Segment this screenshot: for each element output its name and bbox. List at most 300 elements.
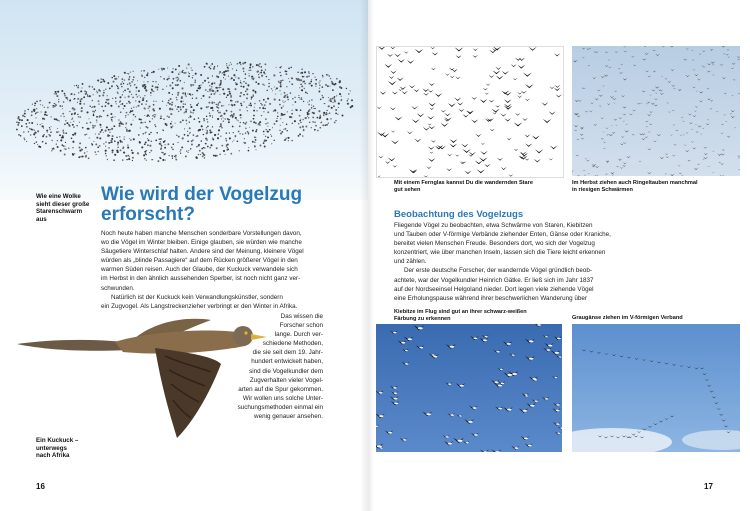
swarm-bird (171, 71, 173, 73)
bird-silhouette (611, 125, 613, 126)
bird-silhouette (702, 128, 704, 129)
swarm-bird (169, 84, 171, 86)
swarm-bird (226, 110, 228, 112)
swarm-bird (196, 136, 197, 137)
swarm-bird (16, 129, 18, 131)
swarm-bird (298, 95, 299, 96)
bird-silhouette (427, 123, 431, 125)
swarm-bird (117, 151, 119, 153)
swarm-bird (200, 85, 201, 86)
swarm-bird (162, 159, 164, 161)
swarm-bird (256, 110, 257, 111)
swarm-bird (178, 136, 180, 138)
swarm-bird (131, 94, 132, 95)
swarm-bird (181, 87, 183, 89)
swarm-bird (125, 127, 126, 128)
swarm-bird (198, 103, 200, 105)
swarm-bird (226, 146, 227, 147)
swarm-bird (263, 71, 265, 73)
bird-silhouette (732, 63, 736, 65)
swarm-bird (298, 123, 299, 124)
swarm-bird (330, 78, 331, 79)
bird-silhouette (702, 159, 704, 160)
swarm-bird (177, 78, 179, 80)
bird-silhouette (704, 153, 708, 155)
swarm-bird (176, 80, 178, 82)
swarm-bird (229, 91, 231, 93)
swarm-bird (90, 122, 92, 124)
swarm-bird (225, 118, 226, 119)
swarm-bird (17, 124, 19, 126)
swarm-bird (159, 143, 161, 145)
text-line: Das wissen die (280, 313, 323, 320)
swarm-bird (236, 83, 238, 85)
swarm-bird (288, 78, 289, 79)
swarm-bird (111, 77, 112, 78)
swarm-bird (206, 63, 208, 65)
swarm-bird (212, 126, 213, 127)
swarm-bird (39, 100, 40, 101)
swarm-bird (132, 97, 134, 99)
goose-silhouette (714, 402, 719, 404)
swarm-bird (209, 67, 211, 69)
swarm-bird (96, 116, 98, 118)
swarm-bird (264, 63, 266, 65)
swarm-bird (291, 77, 292, 78)
swarm-bird (327, 74, 328, 75)
swarm-bird (265, 101, 267, 103)
swarm-bird (276, 120, 278, 122)
goose-silhouette (597, 352, 602, 354)
goose-silhouette (679, 365, 684, 367)
swarm-bird (336, 95, 337, 96)
swarm-bird (18, 122, 20, 124)
swarm-bird (43, 127, 44, 128)
swarm-bird (207, 77, 209, 79)
swarm-bird (168, 92, 170, 94)
swarm-bird (286, 123, 288, 125)
swarm-bird (37, 124, 38, 125)
swarm-bird (110, 105, 112, 107)
swarm-bird (164, 144, 165, 145)
lapwing-white-patch (500, 369, 503, 370)
swarm-bird (286, 86, 287, 87)
goose-silhouette (648, 426, 653, 428)
swarm-bird (209, 90, 210, 91)
bird-silhouette (574, 125, 579, 127)
bird-silhouette (582, 48, 586, 50)
swarm-bird (133, 120, 134, 121)
text-line: und Tauben oder V-förmige Verbände ziehender Enten, Gänse oder Kraniche, (394, 231, 611, 239)
swarm-bird (238, 130, 240, 132)
swarm-bird (152, 118, 153, 119)
swarm-bird (215, 87, 217, 89)
swarm-bird (237, 101, 239, 103)
swarm-bird (124, 136, 125, 137)
swarm-bird (302, 126, 304, 128)
swarm-bird (326, 118, 328, 120)
swarm-bird (191, 143, 193, 145)
swarm-bird (319, 80, 320, 81)
bird-silhouette (496, 76, 504, 80)
swarm-bird (288, 68, 290, 70)
swarm-bird (211, 107, 213, 109)
swarm-bird (50, 131, 52, 133)
swarm-bird (206, 132, 208, 134)
bird-silhouette (458, 109, 464, 112)
swarm-bird (119, 100, 121, 102)
swarm-bird (156, 101, 157, 102)
swarm-bird (154, 114, 155, 115)
swarm-bird (309, 100, 310, 101)
swarm-bird (82, 127, 84, 129)
swarm-bird (319, 127, 321, 129)
swarm-bird (76, 125, 77, 126)
swarm-bird (162, 129, 164, 131)
swarm-bird (41, 111, 42, 112)
text-line: wo die Vögel im Winter bleiben. Einige glauben, sie würden wie manche (101, 239, 302, 247)
swarm-bird (59, 134, 61, 136)
bird-silhouette (722, 77, 726, 79)
bird-silhouette (591, 165, 595, 167)
swarm-bird (31, 111, 33, 113)
swarm-bird (249, 67, 251, 69)
swarm-bird (279, 99, 281, 101)
swarm-bird (259, 63, 260, 64)
swarm-bird (301, 97, 302, 98)
lapwing-white-patch (556, 410, 560, 412)
bird-silhouette (682, 134, 684, 135)
swarm-bird (234, 104, 236, 106)
swarm-bird (251, 99, 252, 100)
bird-silhouette (655, 92, 658, 93)
bird-silhouette (517, 95, 522, 97)
swarm-bird (207, 146, 209, 148)
caption-line: sieht dieser große (36, 200, 90, 208)
bird-silhouette (454, 97, 461, 100)
bird-silhouette (730, 110, 735, 112)
lapwing-white-patch (559, 356, 562, 357)
bird-silhouette (712, 74, 715, 75)
bird-silhouette (588, 65, 591, 66)
swarm-bird (175, 84, 177, 86)
bird-silhouette (692, 115, 696, 117)
swarm-bird (107, 82, 109, 84)
swarm-bird (198, 85, 200, 87)
swarm-bird (92, 111, 94, 113)
swarm-bird (74, 132, 76, 134)
swarm-bird (122, 94, 123, 95)
goose-silhouette (657, 361, 662, 363)
swarm-bird (135, 94, 137, 96)
swarm-bird (256, 129, 258, 131)
swarm-bird (203, 118, 205, 120)
swarm-bird (258, 76, 260, 78)
swarm-bird (294, 97, 295, 98)
bird-silhouette (429, 151, 434, 153)
swarm-bird (289, 81, 290, 82)
swarm-bird (351, 99, 353, 101)
swarm-bird (331, 107, 333, 109)
bird-silhouette (428, 158, 436, 162)
swarm-bird (265, 140, 267, 142)
goose-silhouette (659, 420, 664, 422)
bird-silhouette (657, 134, 661, 136)
swarm-bird (94, 125, 96, 127)
bird-silhouette (423, 127, 430, 130)
swarm-bird (41, 125, 43, 127)
swarm-bird (80, 116, 82, 118)
swarm-bird (160, 147, 162, 149)
bird-silhouette (441, 123, 449, 127)
swarm-bird (29, 122, 31, 124)
caption-line: Wie eine Wolke (36, 193, 81, 200)
bird-silhouette (626, 124, 628, 125)
lapwing-white-patch (556, 423, 560, 425)
swarm-bird (184, 128, 185, 129)
bird-silhouette (601, 138, 604, 140)
swarm-bird (207, 130, 208, 131)
swarm-bird (177, 92, 179, 94)
swarm-bird (303, 101, 304, 102)
swarm-bird (114, 116, 115, 117)
bird-silhouette (720, 64, 724, 66)
bird-silhouette (414, 139, 421, 142)
bird-silhouette (484, 164, 491, 167)
swarm-bird (198, 130, 199, 131)
swarm-bird (273, 74, 275, 76)
swarm-bird (233, 74, 235, 76)
bird-silhouette (515, 113, 520, 115)
bird-silhouette (471, 119, 478, 123)
swarm-bird (120, 111, 122, 113)
bird-silhouette (582, 57, 585, 58)
swarm-bird (122, 123, 124, 125)
bird-silhouette (620, 167, 623, 169)
bird-silhouette (525, 143, 532, 147)
swarm-bird (97, 146, 99, 148)
bird-silhouette (391, 140, 399, 144)
swarm-bird (42, 105, 43, 106)
bird-silhouette (550, 146, 558, 150)
swarm-bird (78, 92, 79, 93)
swarm-bird (58, 101, 59, 102)
swarm-bird (199, 87, 201, 89)
bird-silhouette (694, 74, 699, 76)
swarm-bird (93, 88, 95, 90)
swarm-bird (142, 122, 143, 123)
swarm-bird (81, 148, 82, 149)
swarm-bird (60, 139, 62, 141)
lapwings-flock (376, 324, 562, 452)
swarm-bird (37, 144, 38, 145)
swarm-bird (49, 129, 50, 130)
swarm-bird (210, 68, 212, 70)
swarm-bird (202, 152, 204, 154)
lapwing-white-patch (512, 373, 517, 375)
bird-silhouette (642, 90, 646, 92)
swarm-bird (234, 88, 236, 90)
swarm-bird (160, 158, 161, 159)
swarm-bird (207, 126, 209, 128)
bird-silhouette (584, 175, 586, 176)
swarm-bird (269, 103, 271, 105)
bird-silhouette (664, 78, 667, 80)
swarm-bird (227, 147, 228, 148)
swarm-bird (307, 116, 308, 117)
swarm-bird (49, 102, 51, 104)
swarm-bird (150, 95, 151, 96)
swarm-bird (245, 91, 246, 92)
bird-silhouette (415, 49, 424, 53)
swarm-bird (216, 147, 218, 149)
swarm-bird (105, 130, 107, 132)
swarm-bird (243, 122, 244, 123)
swarm-bird (311, 99, 313, 101)
swarm-bird (285, 139, 287, 141)
swarm-bird (188, 75, 190, 77)
swarm-bird (232, 117, 234, 119)
starling-swarm-photo (0, 0, 368, 200)
swarm-bird (315, 108, 316, 109)
swarm-bird (180, 149, 181, 150)
swarm-bird (128, 114, 129, 115)
swarm-bird (248, 85, 249, 86)
swarm-bird (226, 65, 227, 66)
swarm-bird (279, 67, 280, 68)
lapwing-white-patch (555, 352, 559, 354)
bird-silhouette (583, 170, 586, 171)
swarm-bird (226, 63, 227, 64)
swarm-bird (128, 158, 130, 160)
bird-silhouette (721, 124, 724, 126)
bird-silhouette (682, 121, 685, 122)
swarm-bird (106, 99, 107, 100)
swarm-bird (121, 103, 123, 105)
swarm-bird (36, 141, 38, 143)
bird-silhouette (511, 64, 517, 67)
swarm-bird (64, 124, 66, 126)
bird-silhouette (679, 173, 682, 175)
swarm-bird (256, 64, 258, 66)
swarm-bird (101, 81, 102, 82)
swarm-bird (106, 126, 108, 128)
swarm-bird (95, 154, 96, 155)
swarm-bird (319, 88, 320, 89)
swarm-bird (182, 120, 184, 122)
swarm-bird (212, 75, 213, 76)
swarm-bird (322, 124, 324, 126)
bird-silhouette (586, 160, 590, 162)
swarm-bird (40, 124, 41, 125)
bird-silhouette (489, 75, 495, 78)
bird-silhouette (602, 85, 604, 86)
swarm-bird (126, 130, 128, 132)
swarm-bird (266, 90, 267, 91)
swarm-bird (97, 79, 99, 81)
swarm-bird (271, 143, 272, 144)
text-line: auf der Nordseeinsel Helgoland nieder. Dort legen viele ziehende Vögel (394, 285, 594, 293)
swarm-bird (219, 71, 221, 73)
bird-silhouette (720, 163, 724, 165)
swarm-bird (287, 99, 289, 101)
bird-silhouette (646, 126, 649, 127)
swarm-bird (91, 144, 93, 146)
swarm-bird (281, 94, 282, 95)
swarm-bird (330, 118, 331, 119)
swarm-bird (278, 81, 279, 82)
bird-silhouette (660, 157, 665, 159)
swarm-bird (332, 82, 334, 84)
bird-silhouette (501, 167, 507, 170)
bird-silhouette (614, 51, 618, 53)
swarm-bird (217, 137, 219, 139)
bird-silhouette (670, 174, 675, 176)
swarm-bird (211, 82, 213, 84)
swarm-bird (83, 96, 85, 98)
swarm-bird (107, 115, 109, 117)
bird-silhouette (523, 73, 532, 77)
swarm-bird (249, 127, 250, 128)
swarm-bird (226, 97, 227, 98)
lapwing-white-patch (393, 398, 397, 400)
swarm-bird (120, 149, 122, 151)
swarm-bird (295, 109, 297, 111)
bird-silhouette (622, 106, 626, 108)
swarm-bird (68, 124, 70, 126)
swarm-bird (324, 103, 325, 104)
bird-silhouette (497, 158, 503, 161)
swarm-bird (63, 116, 64, 117)
swarm-bird (286, 130, 287, 131)
swarm-bird (153, 91, 154, 92)
swarm-bird (141, 103, 143, 105)
bird-silhouette (429, 83, 435, 86)
lapwing-white-patch (529, 358, 533, 360)
swarm-bird (212, 110, 214, 112)
swarm-bird (227, 118, 229, 120)
bird-silhouette (623, 120, 625, 121)
swarm-bird (254, 103, 256, 105)
swarm-bird (188, 63, 190, 65)
swarm-bird (29, 128, 31, 130)
swarm-bird (105, 102, 107, 104)
swarm-bird (76, 85, 77, 86)
swarm-bird (62, 135, 64, 137)
swarm-bird (194, 81, 196, 83)
swarm-bird (96, 119, 98, 121)
swarm-bird (170, 98, 172, 100)
swarm-bird (285, 70, 287, 72)
swarm-bird (277, 112, 278, 113)
swarm-bird (185, 109, 187, 111)
swarm-bird (159, 108, 161, 110)
swarm-bird (100, 125, 101, 126)
swarm-bird (290, 67, 292, 69)
swarm-bird (107, 95, 108, 96)
swarm-bird (192, 75, 193, 76)
swarm-bird (152, 159, 153, 160)
swarm-bird (290, 92, 292, 94)
bird-silhouette (407, 131, 413, 134)
bird-silhouette (576, 139, 579, 141)
swarm-bird (119, 136, 120, 137)
title-line: Wie wird der Vogelzug (101, 184, 303, 205)
swarm-bird (259, 83, 260, 84)
swarm-bird (101, 116, 102, 117)
swarm-bird (286, 94, 288, 96)
swarm-bird (37, 130, 39, 132)
